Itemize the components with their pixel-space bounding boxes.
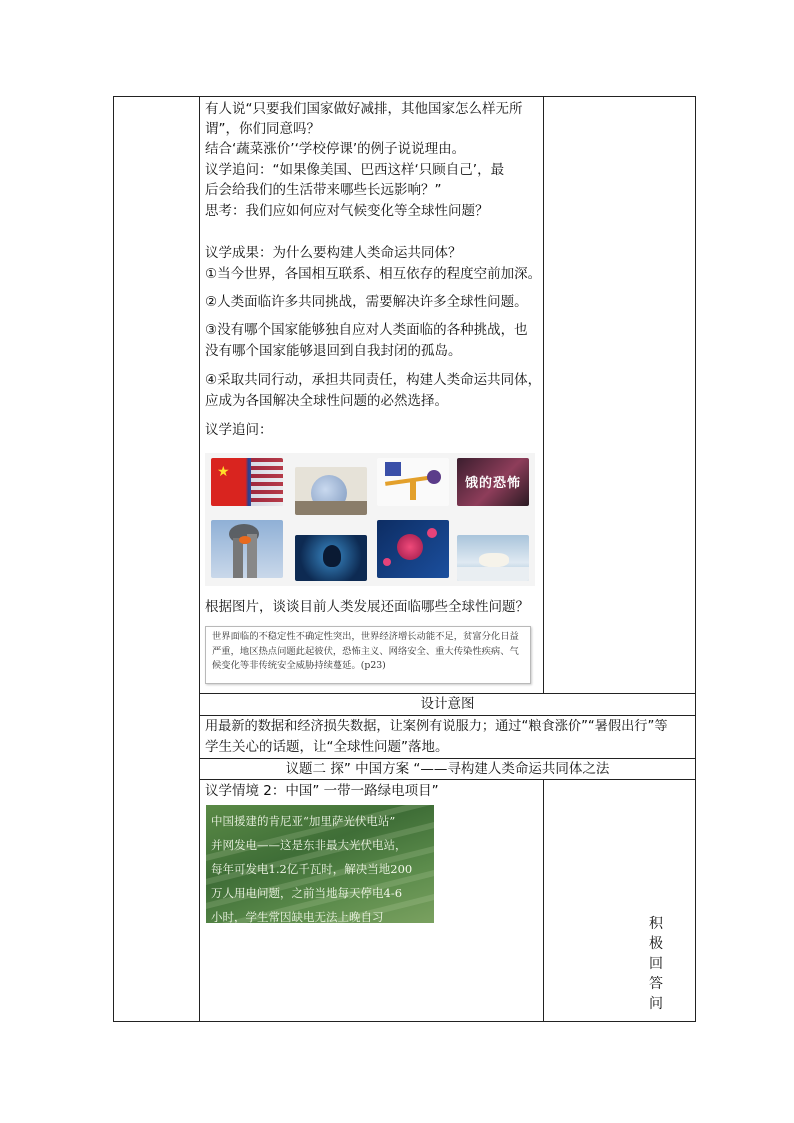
solar-caption-line: 小时，学生常因缺电无法上晚自习 <box>211 910 384 923</box>
table-border-right <box>695 96 696 1021</box>
result-point: 没有哪个国家能够退回到自我封闭的孤岛。 <box>205 343 462 359</box>
topic2-header: 议题二 探” 中国方案 “——寻构建人类命运共同体之法 <box>285 761 610 777</box>
result-point: ②人类面临许多共同挑战，需要解决许多全球性问题。 <box>205 294 528 310</box>
text-line: 思考：我们应如何应对气候变化等全球性问题？ <box>205 203 489 219</box>
solar-project-image <box>206 805 434 923</box>
result-title: 议学成果：为什么要构建人类命运共同体？ <box>205 245 462 261</box>
design-intent-line: 学生关心的话题，让“全球性问题”落地。 <box>205 739 449 755</box>
textbook-quote: 世界面临的不稳定性不确定性突出，世界经济增长动能不足，贫富分化日益严重，地区热点问题此起彼伏，恐怖主义、网络安全、重大传染性疾病、气候变化等非传统安全威胁持续蔓延。(p23) <box>212 631 519 671</box>
scale-cartoon-image <box>377 458 449 506</box>
scenario-title: 议学情境 2：中国” 一带一路绿电项目” <box>205 783 439 799</box>
row-line-4 <box>199 779 696 780</box>
textbook-quote-box <box>205 626 531 684</box>
text-line: 议学追问：“如果像美国、巴西这样‘只顾自己’，最 <box>205 162 505 178</box>
hunger-caption: 饿的恐怖 <box>465 476 522 491</box>
solar-caption-line: 每年可发电1.2亿千瓦时，解决当地200 <box>211 862 413 876</box>
text-line: 谓”，你们同意吗？ <box>205 121 320 137</box>
globe-cartoon-image <box>295 467 367 515</box>
result-point: ④采取共同行动，承担共同责任，构建人类命运共同体， <box>205 372 542 388</box>
side-char: 积 <box>649 916 663 932</box>
picture-question: 根据图片，谈谈目前人类发展还面临哪些全球性问题？ <box>205 599 529 615</box>
result-point: ①当今世界，各国相互联系、相互依存的程度空前加深。 <box>205 266 542 282</box>
image-collage <box>205 453 535 586</box>
side-char: 问 <box>649 996 663 1012</box>
table-divider-2 <box>543 96 544 693</box>
virus-image <box>377 520 449 578</box>
table-border-left <box>113 96 114 1021</box>
result-point: ③没有哪个国家能够独自应对人类面临的各种挑战，也 <box>205 322 528 338</box>
flags-image: ★ <box>211 458 283 506</box>
table-divider-3 <box>543 779 544 1021</box>
row-line-2 <box>199 715 696 716</box>
cyber-security-image <box>295 535 367 581</box>
followup-label: 议学追问： <box>205 422 273 438</box>
design-intent-line: 用最新的数据和经济损失数据，让案例有说服力；通过“粮食涨价”“暑假出行”等 <box>205 719 668 734</box>
solar-caption-line: 万人用电问题，之前当地每天停电4-6 <box>211 886 403 900</box>
text-line: 结合‘蔬菜涨价’‘学校停课’的例子说说理由。 <box>205 141 466 157</box>
table-border-bottom <box>113 1021 696 1022</box>
side-char: 极 <box>649 936 663 952</box>
text-line: 有人说“只要我们国家做好减排，其他国家怎么样无所 <box>205 101 523 117</box>
design-intent-header: 设计意图 <box>420 696 475 712</box>
hunger-image <box>457 458 529 506</box>
solar-caption-line: 中国援建的肯尼亚“加里萨光伏电站” <box>211 814 396 828</box>
climate-change-image <box>457 535 529 581</box>
table-border-top <box>113 96 696 97</box>
table-divider-1 <box>199 96 200 1021</box>
terror-attack-image <box>211 520 283 578</box>
text-line: 后会给我们的生活带来哪些长远影响？” <box>205 182 442 198</box>
solar-caption-line: 并网发电——这是东非最大光伏电站， <box>211 838 407 852</box>
side-char: 回 <box>649 956 663 972</box>
result-point: 应成为各国解决全球性问题的必然选择。 <box>205 393 448 409</box>
side-char: 答 <box>649 976 663 992</box>
student-activity-text <box>646 914 666 1014</box>
